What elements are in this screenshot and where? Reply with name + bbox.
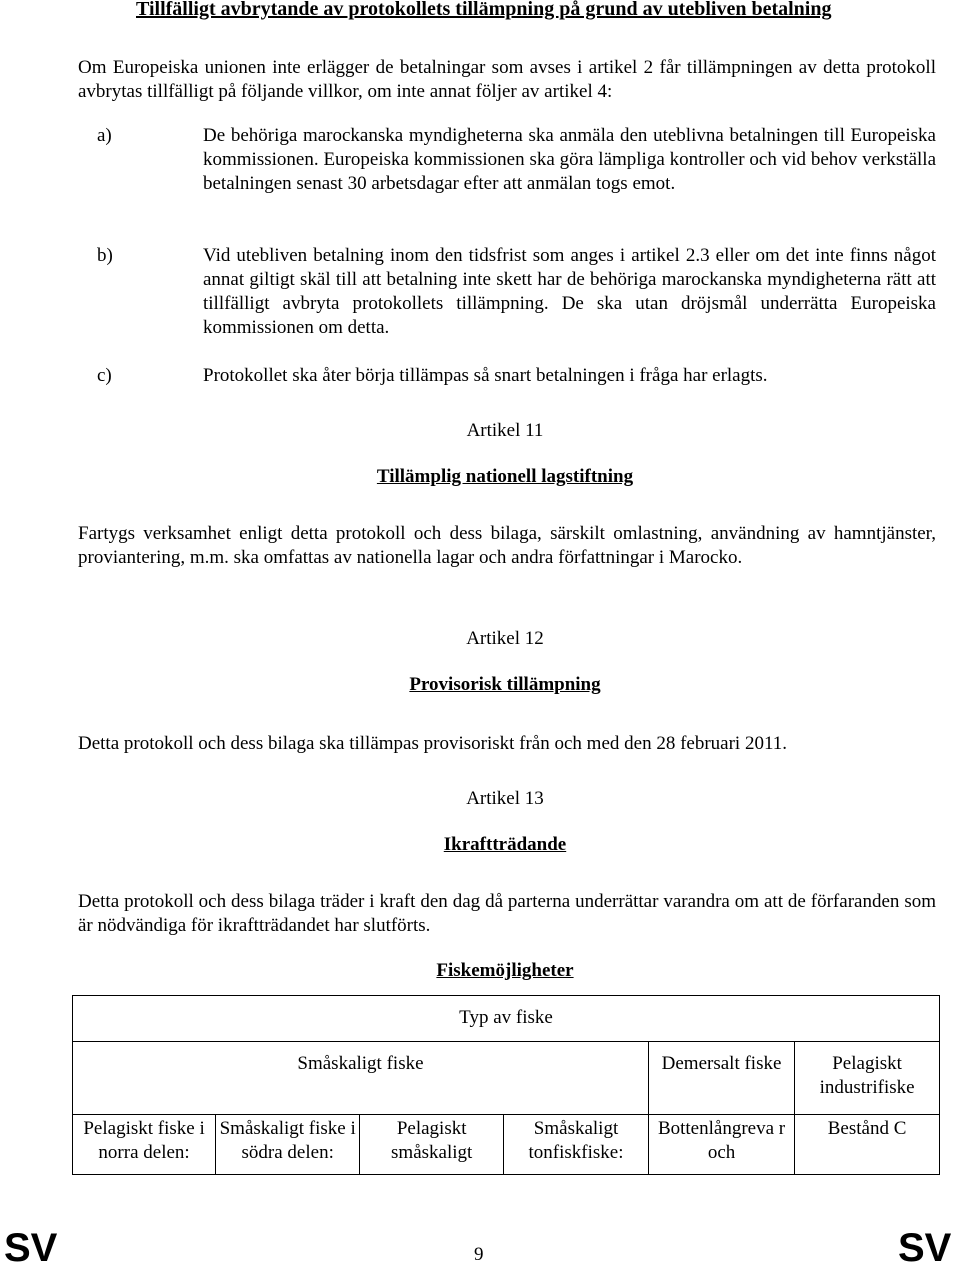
article-13-text: Detta protokoll och dess bilaga träder i kraft den dag då parterna underrättar varandra om att de förfaranden som är nödvändiga för ikraftträdandet har slutförts. xyxy=(78,891,936,936)
fishing-table-title: Fiskemöjligheter xyxy=(436,960,574,981)
table-column-header: Bestånd C xyxy=(795,1115,940,1175)
list-item-label: a) xyxy=(97,125,112,146)
list-item-label: c) xyxy=(97,365,112,386)
footer-language-right: SV xyxy=(898,1226,952,1270)
table-column-header: Småskaligt fiske i södra delen: xyxy=(216,1115,360,1175)
table-column-header: Småskaligt tonfiskfiske: xyxy=(504,1115,649,1175)
article-13-title: Ikraftträdande xyxy=(443,834,567,855)
table-column-header: Pelagiskt fiske i norra delen: xyxy=(73,1115,216,1175)
intro-paragraph: Om Europeiska unionen inte erlägger de betalningar som avses i artikel 2 får tillämpningen av detta protokoll avbrytas tillfälligt på följande villkor, om inte annat följer av artikel 4: xyxy=(78,57,936,102)
list-item-a xyxy=(97,124,936,196)
list-item-text: Vid utebliven betalning inom den tidsfrist som anges i artikel 2.3 eller om det inte finns något annat giltigt skäl till att betalning inte skett har de behöriga marockanska myndigheterna rätt att tillfälligt avbryta protokollets tillämpning. De ska utan dröjsmål underrätta Europeiska kommissionen om detta. xyxy=(203,245,936,338)
table-group-smallscale: Småskaligt fiske xyxy=(73,1042,649,1115)
table-column-header: Pelagiskt småskaligt xyxy=(360,1115,504,1175)
list-item-text: De behöriga marockanska myndigheterna ska anmäla den uteblivna betalningen till Europeiska kommissionen. Europeiska kommissionen ska göra lämpliga kontroller och vid behov verkställa betalningen senast 30 arbetsdagar efter att anmälan togs emot. xyxy=(203,125,936,194)
list-item-c xyxy=(97,364,936,388)
article-12-number: Artikel 12 xyxy=(466,628,544,649)
fishing-opportunities-table xyxy=(72,995,940,1175)
list-item-text: Protokollet ska åter börja tillämpas så snart betalningen i fråga har erlagts. xyxy=(203,365,768,386)
article-11-number: Artikel 11 xyxy=(466,420,544,441)
article-11-title: Tillämplig nationell lagstiftning xyxy=(376,466,634,487)
list-item-label: b) xyxy=(97,245,113,266)
footer-language-left: SV xyxy=(4,1226,58,1270)
article-12-text: Detta protokoll och dess bilaga ska tillämpas provisoriskt från och med den 28 februari 2011. xyxy=(78,733,787,754)
table-column-header: Bottenlångreva r och xyxy=(648,1115,794,1175)
article-13-number: Artikel 13 xyxy=(466,788,544,809)
article-12-title: Provisorisk tillämpning xyxy=(409,674,601,695)
table-header-type: Typ av fiske xyxy=(73,996,940,1042)
page-number: 9 xyxy=(474,1244,484,1265)
section-heading: Tillfälligt avbrytande av protokollets tillämpning på grund av utebliven betalning xyxy=(136,0,832,20)
list-item-b xyxy=(97,244,936,340)
table-group-demersal: Demersalt fiske xyxy=(648,1042,794,1115)
article-11-text: Fartygs verksamhet enligt detta protokoll och dess bilaga, särskilt omlastning, användning av hamntjänster, proviantering, m.m. ska omfattas av nationella lagar och andra författningar i Marocko. xyxy=(78,523,936,568)
table-group-pelagic-industrial: Pelagiskt industrifiske xyxy=(795,1042,940,1115)
